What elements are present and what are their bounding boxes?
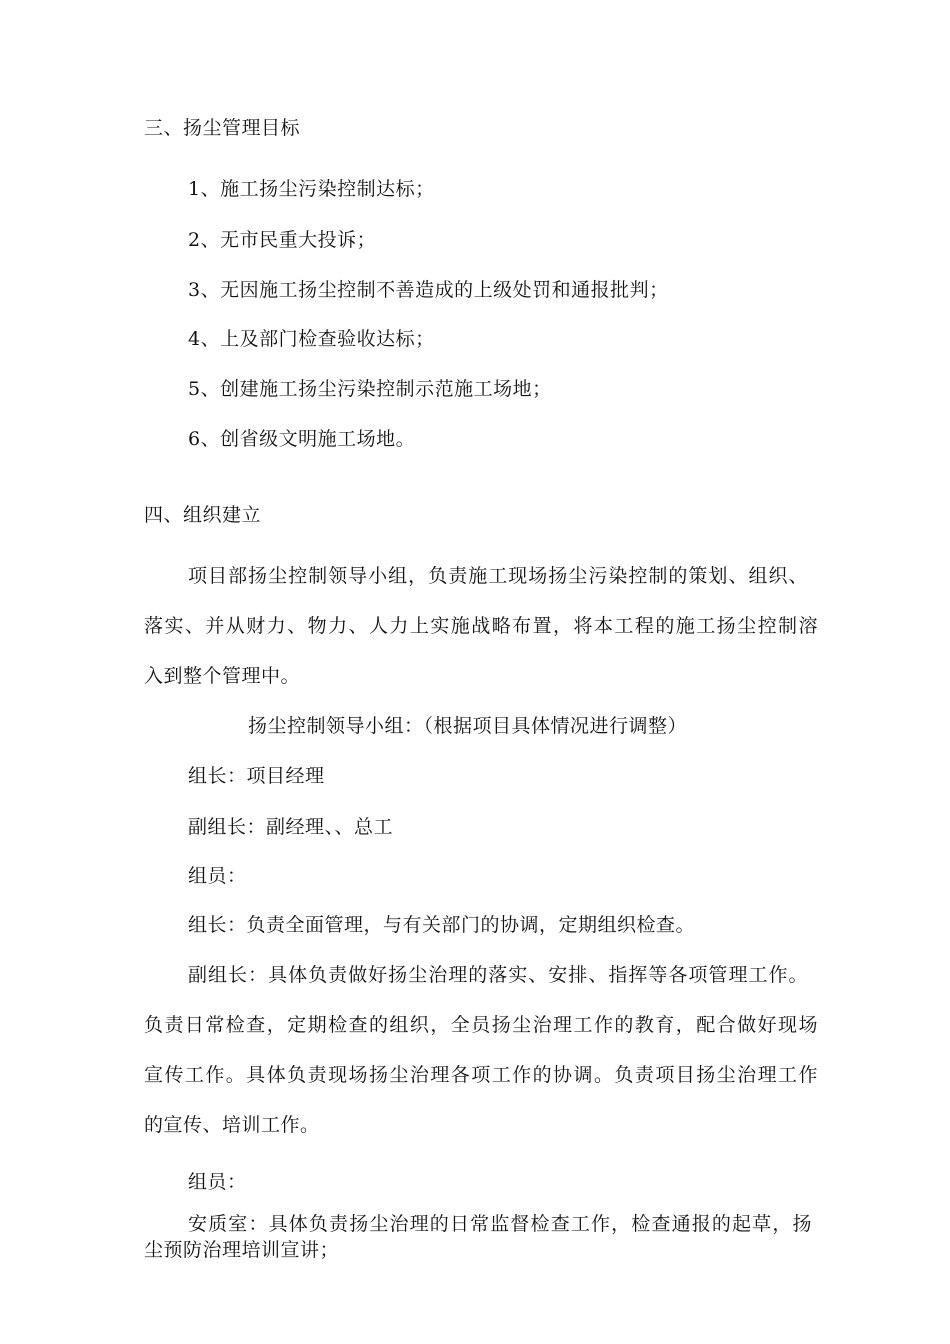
intro-line-2: 落实、并从财力、物力、人力上实施战略布置，将本工程的施工扬尘控制溶 xyxy=(144,615,818,637)
goal-item-4: 4、上及部门检查验收达标； xyxy=(188,328,435,350)
goal-item-1: 1、施工扬尘污染控制达标； xyxy=(188,178,435,200)
group-title: 扬尘控制领导小组：（根据项目具体情况进行调整） xyxy=(248,715,688,737)
goal-item-5: 5、创建施工扬尘污染控制示范施工场地； xyxy=(188,378,552,400)
members-line: 组员： xyxy=(188,865,247,887)
intro-line-3: 入到整个管理中。 xyxy=(144,665,301,687)
section-4-heading: 四、组织建立 xyxy=(144,504,262,526)
deputy-line: 副组长：副经理、、总工 xyxy=(188,816,394,838)
leader-line: 组长：项目经理 xyxy=(188,765,325,787)
deputy-duty-line-4: 的宣传、培训工作。 xyxy=(144,1114,320,1136)
deputy-duty-line-2: 负责日常检查，定期检查的组织，全员扬尘治理工作的教育，配合做好现场 xyxy=(144,1014,818,1036)
section-3-heading: 三、扬尘管理目标 xyxy=(144,117,301,139)
deputy-duty-line-3: 宣传工作。具体负责现场扬尘治理各项工作的协调。负责项目扬尘治理工作 xyxy=(144,1064,818,1086)
safety-line-2: 尘预防治理培训宣讲； xyxy=(144,1239,340,1261)
members-line-2: 组员： xyxy=(188,1171,247,1193)
intro-line-1: 项目部扬尘控制领导小组，负责施工现场扬尘污染控制的策划、组织、 xyxy=(188,565,808,587)
leader-duty: 组长：负责全面管理，与有关部门的协调，定期组织检查。 xyxy=(188,914,696,936)
safety-line-1: 安质室：具体负责扬尘治理的日常监督检查工作，检查通报的起草，扬 xyxy=(188,1213,812,1235)
deputy-duty-line-1: 副组长：具体负责做好扬尘治理的落实、安排、指挥等各项管理工作。 xyxy=(188,964,808,986)
goal-item-3: 3、无因施工扬尘控制不善造成的上级处罚和通报批判； xyxy=(188,279,669,301)
goal-item-2: 2、无市民重大投诉； xyxy=(188,229,377,251)
goal-item-6: 6、创省级文明施工场地。 xyxy=(188,428,416,450)
